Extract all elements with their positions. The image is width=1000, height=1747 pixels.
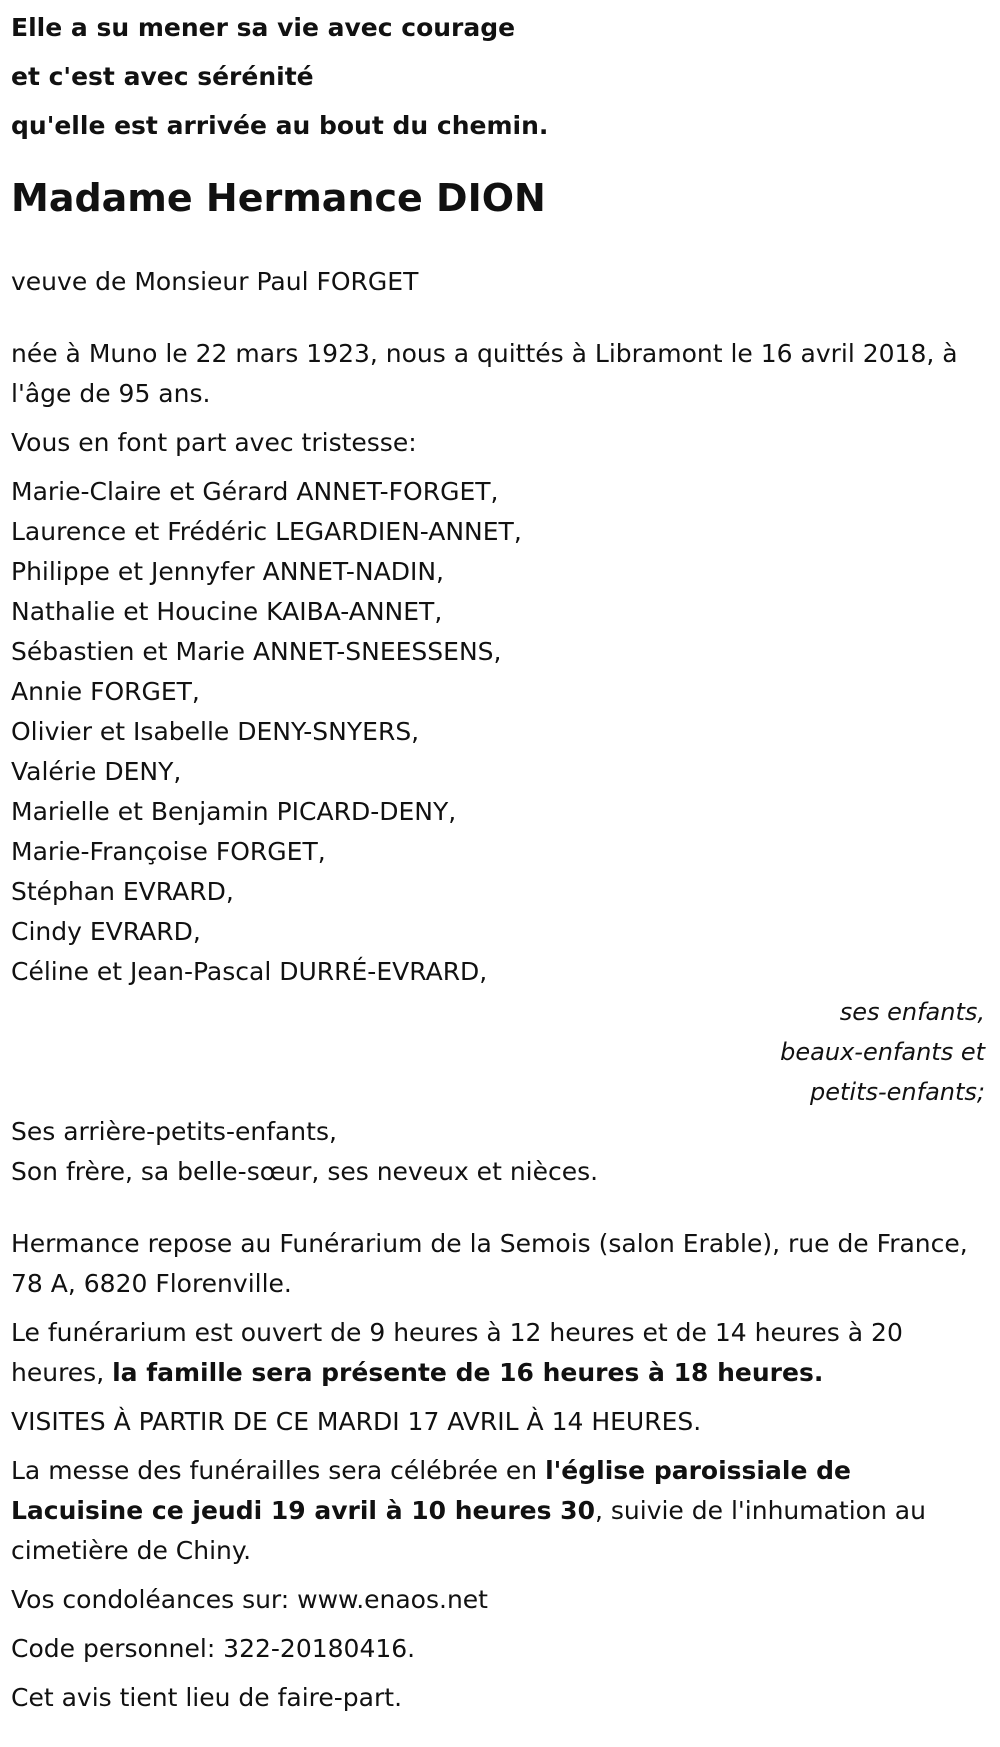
condolences: Vos condoléances sur: www.enaos.net <box>11 1585 488 1614</box>
opening-hours-text: Le funérarium est ouvert de 9 heures à 12 heures et de 14 heures à 20 heures, <box>11 1318 903 1387</box>
family-member: Nathalie et Houcine KAIBA-ANNET, <box>11 597 443 626</box>
family-member: Marielle et Benjamin PICARD-DENY, <box>11 797 457 826</box>
family-list <box>11 472 989 992</box>
spouse-line: veuve de Monsieur Paul FORGET <box>11 267 419 296</box>
other-relatives-line: Ses arrière-petits-enfants, <box>11 1117 337 1146</box>
family-member: Stéphan EVRARD, <box>11 877 234 906</box>
mass-prefix: La messe des funérailles sera célébrée en <box>11 1456 546 1485</box>
quote-line: Elle a su mener sa vie avec courage <box>11 13 516 42</box>
opening-hours <box>11 1313 989 1393</box>
family-member: Valérie DENY, <box>11 757 182 786</box>
family-member: Marie-Françoise FORGET, <box>11 837 326 866</box>
deceased-name: Madame Hermance DION <box>11 176 546 220</box>
family-member: Céline et Jean-Pascal DURRÉ-EVRARD, <box>11 957 488 986</box>
family-member: Annie FORGET, <box>11 677 200 706</box>
announce-intro: Vous en font part avec tristesse: <box>11 428 417 457</box>
family-presence: la famille sera présente de 16 heures à 18 heures. <box>112 1358 824 1387</box>
opening-quote <box>11 8 989 146</box>
quote-line: qu'elle est arrivée au bout du chemin. <box>11 111 549 140</box>
mass-suffix: , suivie de l'inhumation au cimetière de Chiny. <box>11 1496 926 1565</box>
family-member: Laurence et Frédéric LEGARDIEN-ANNET, <box>11 517 522 546</box>
visits-notice: VISITES À PARTIR DE CE MARDI 17 AVRIL À 14 HEURES. <box>11 1407 702 1436</box>
rest-place: Hermance repose au Funérarium de la Semois (salon Erable), rue de France, 78 A, 6820 Florenville. <box>11 1229 968 1298</box>
closing-note: Cet avis tient lieu de faire-part. <box>11 1683 403 1712</box>
personal-code: Code personnel: 322-20180416. <box>11 1634 416 1663</box>
mass-location-time: l'église paroissiale de Lacuisine ce jeudi 19 avril à 10 heures 30 <box>11 1456 851 1525</box>
funeral-mass <box>11 1451 989 1571</box>
birth-death-text: née à Muno le 22 mars 1923, nous a quittés à Libramont le 16 avril 2018, à l'âge de 95 ans. <box>11 339 958 408</box>
family-member: Marie-Claire et Gérard ANNET-FORGET, <box>11 477 499 506</box>
family-member: Cindy EVRARD, <box>11 917 201 946</box>
family-relation: ses enfants, beaux-enfants et petits-enfants; <box>780 998 985 1106</box>
other-relatives <box>11 1112 989 1192</box>
quote-line: et c'est avec sérénité <box>11 62 314 91</box>
family-member: Olivier et Isabelle DENY-SNYERS, <box>11 717 420 746</box>
family-member: Sébastien et Marie ANNET-SNEESSENS, <box>11 637 502 666</box>
family-member: Philippe et Jennyfer ANNET-NADIN, <box>11 557 444 586</box>
other-relatives-line: Son frère, sa belle-sœur, ses neveux et nièces. <box>11 1157 599 1186</box>
